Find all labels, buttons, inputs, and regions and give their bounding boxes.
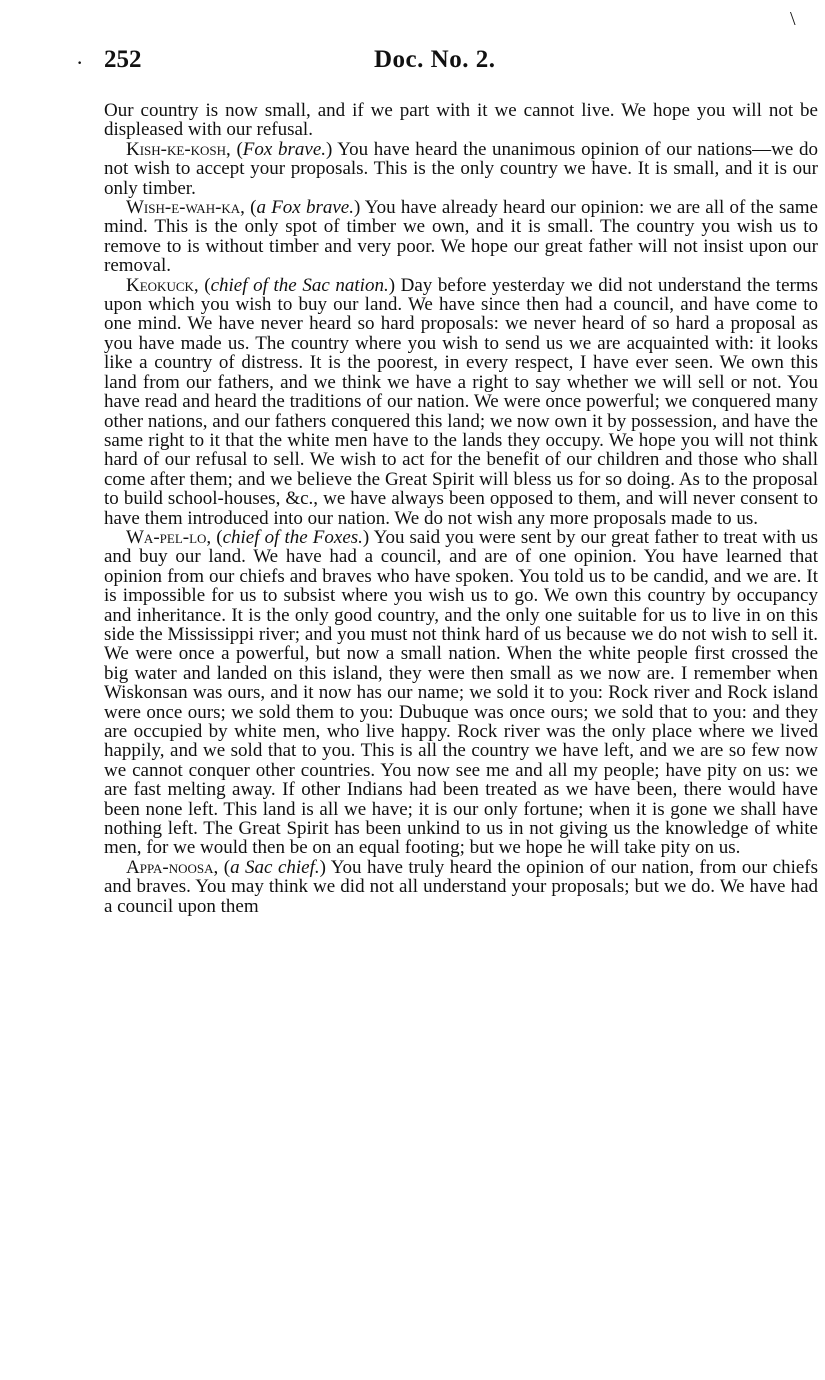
paragraph-text: You have already heard our opinion: we are all of the same mind. This is the only spot of timber we own, and it is small. The country you wish us to remove to is without timber and very poor. We hope our great father will not insist upon our removal. [104, 197, 818, 277]
page-header [104, 46, 816, 86]
paragraph-text: You said you were sent by our great father to treat with us and buy our land. We have had a council, and are of one opinion. You have learned that opinion from our chiefs and braves who have spoken. You told us to be candid, and we are. It is impossible for us to subsist where you wish us to go. We own this country by occupancy and inheritance. It is the only good country, and the only one suitable for us to live in on this side the Mississippi river; and you must not think hard of us because we do not wish to sell it. We were once a powerful, but now a small nation. When the white people first crossed the big water and landed on this island, they were then small as we now are. I remember when Wiskonsan was ours, and it now has our name; we sold it to you: Rock river and Rock island were once ours; we sold them to you: Dubuque was once ours; we sold that to you: and they are occupied by white men, who live happy. Rock river was the only place where we lived happily, and we sold that to you. This is all the country we have left, and we are so few now we cannot conquer other countries. You now see me and all my people; have pity on us: we are fast melting away. If other Indians had been treated as we have been, there would have been none left. This land is all we have; it is our only fortune; when it is gone we shall have nothing left. The Great Spirit has been unkind to us in not giving us the knowledge of white men, for we would then be on an equal footing; but we hope he will take pity on us. [104, 526, 818, 859]
speaker-name: Keokuck, [126, 274, 199, 296]
margin-dot: · [76, 50, 84, 75]
paragraph: Kish-ke-kosh, (Fox brave.) You have heard the unanimous opinion of our nations—we do not wish to accept your proposals. This is the only country we have. It is small, and it is our only timber. [104, 138, 818, 199]
speaker-name: Appa-noosa, [126, 856, 219, 878]
paragraph [104, 101, 818, 140]
speaker-title: a Sac chief. [230, 856, 320, 878]
paragraph-text: Our country is now small, and if we part with it we cannot live. We hope you will not be displeased with our refusal. [104, 100, 818, 141]
document-title: Doc. No. 2. [374, 46, 496, 73]
paragraph: Appa-noosa, (a Sac chief.) You have truly heard the opinion of our nation, from our chiefs and braves. You may think we did not all understand your proposals; but we do. We have had a council upon them [104, 856, 819, 917]
paragraph-text: You have heard the unanimous opinion of our nations—we do not wish to accept your proposals. This is the only country we have. It is small, and it is our only timber. [104, 138, 818, 199]
speaker-name: Wish-e-wah-ka, [126, 197, 245, 219]
speaker-name: Wa-pel-lo, [126, 526, 212, 548]
paragraph: Wish-e-wah-ka, (a Fox brave.) You have already heard our opinion: we are all of the same mind. This is the only spot of timber we own, and it is small. The country you wish us to remove to is without timber and very poor. We hope our great father will not insist upon our removal. [104, 197, 818, 277]
speaker-title: chief of the Sac nation. [210, 274, 389, 296]
body-text [104, 101, 818, 916]
speaker-name: Kish-ke-kosh, [126, 138, 231, 160]
speaker-title: a Fox brave. [256, 197, 354, 219]
speaker-title: chief of the Foxes. [222, 526, 363, 548]
page-number: 252 [104, 46, 142, 73]
paragraph: Wa-pel-lo, (chief of the Foxes.) You said you were sent by our great father to treat with us and buy our land. We have had a council, and are of one opinion. You have learned that opinion from our chiefs and braves who have spoken. You told us to be candid, and we are. It is impossible for us to subsist where you wish us to go. We own this country by occupancy and inheritance. It is the only good country, and the only one suitable for us to live in on this side the Mississippi river; and you must not think hard of us because we do not wish to sell it. We were once a powerful, but now a small nation. When the white people first crossed the big water and landed on this island, they were then small as we now are. I remember when Wiskonsan was ours, and it now has our name; we sold it to you: Rock river and Rock island were once ours; we sold them to you: Dubuque was once ours; we sold that to you: and they are occupied by white men, who live happy. Rock river was the only place where we lived happily, and we sold that to you. This is all the country we have left, and we are so few now we cannot conquer other countries. You now see me and all my people; have pity on us: we are fast melting away. If other Indians had been treated as we have been, there would have been none left. This land is all we have; it is our only fortune; when it is gone we shall have nothing left. The Great Spirit has been unkind to us in not giving us the knowledge of white men, for we would then be on an equal footing; but we hope he will take pity on us. [104, 526, 818, 859]
paragraph: Keokuck, (chief of the Sac nation.) Day before yesterday we did not understand the terms upon which you wish to buy our land. We have since then had a council, and have come to one mind. We have never heard so hard proposals: we never heard of so hard a proposal as you have made us. The country where you wish to send us we are acquainted with: it looks like a country of distress. It is the poorest, in every respect, I have ever seen. We own this land from our fathers, and we think we have a right to say whether we will sell or not. You have read and heard the traditions of our nation. We were once powerful; we conquered many other nations, and our fathers conquered this land; we now own it by possession, and have the same right to it that the white men have to the lands they occupy. We hope you will not think hard of our refusal to sell. We wish to act for the benefit of our children and those who shall come after them; and we believe the Great Spirit will bless us for so doing. As to the proposal to build school-houses, &c., we have always been opposed to them, and will never consent to have them introduced into our nation. We do not wish any more proposals made to us. [104, 274, 819, 529]
speaker-title: Fox brave. [242, 138, 327, 160]
paragraph-text: Day before yesterday we did not understand the terms upon which you wish to buy our land. We have since then had a council, and have come to one mind. We have never heard so hard proposals: we never heard of so hard a proposal as you have made us. The country where you wish to send us we are acquainted with: it looks like a country of distress. It is the poorest, in every respect, I have ever seen. We own this land from our fathers, and we think we have a right to say whether we will sell or not. You have read and heard the traditions of our nation. We were once powerful; we conquered many other nations, and our fathers conquered this land; we now own it by possession, and have the same right to it that the white men have to the lands they occupy. We hope you will not think hard of our refusal to sell. We wish to act for the benefit of our children and those who shall come after them; and we believe the Great Spirit will bless us for so doing. As to the proposal to build school-houses, &c., we have always been opposed to them, and will never consent to have them introduced into our nation. We do not wish any more proposals made to us. [104, 274, 819, 529]
paragraph-text: You have truly heard the opinion of our nation, from our chiefs and braves. You may think we did not all understand your proposals; but we do. We have had a council upon them [104, 856, 819, 917]
corner-mark: \ [790, 8, 796, 30]
